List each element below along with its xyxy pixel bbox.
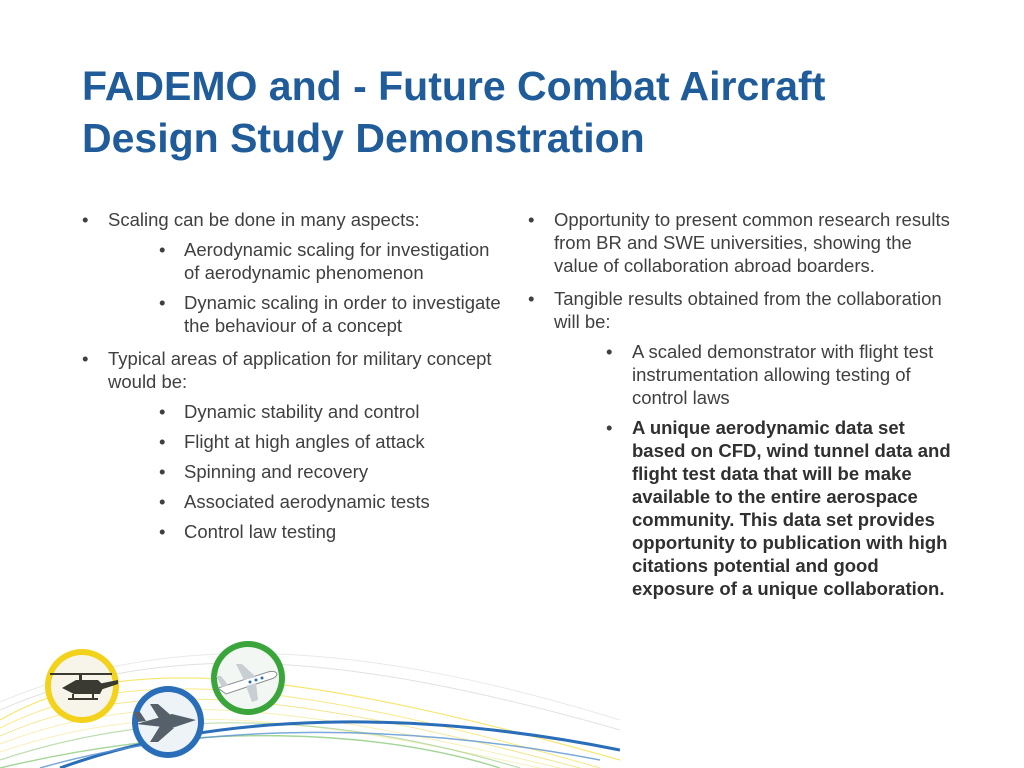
sub-bullet-text: Dynamic stability and control	[184, 401, 420, 422]
sub-bullet-spinning	[108, 460, 502, 483]
bullet-icon: •	[159, 239, 166, 260]
bullet-scaling	[82, 208, 502, 337]
aircraft-decoration	[0, 610, 620, 768]
sub-bullet-control-law	[108, 520, 502, 543]
sub-bullet-aero-tests	[108, 490, 502, 513]
bullet-typical-areas	[82, 347, 502, 543]
sub-bullet-aerodynamic-scaling	[108, 238, 502, 284]
sub-bullet-text: A scaled demonstrator with flight test instrumentation allowing testing of control laws	[632, 341, 934, 408]
bullet-text: Tangible results obtained from the collaboration will be:	[554, 288, 942, 332]
right-column	[528, 208, 953, 610]
bullet-text: Typical areas of application for military concept would be:	[108, 348, 492, 392]
sub-bullet-dynamic-stability	[108, 400, 502, 423]
left-column	[82, 208, 502, 553]
bullet-icon: •	[82, 348, 89, 369]
bullet-icon: •	[159, 401, 166, 422]
bullet-tangible-results	[528, 287, 953, 600]
sub-bullet-text: Control law testing	[184, 521, 337, 542]
bullet-opportunity	[528, 208, 953, 277]
bullet-icon: •	[159, 431, 166, 452]
sub-bullet-text: Associated aerodynamic tests	[184, 491, 430, 512]
bullet-icon: •	[606, 341, 613, 362]
sub-bullet-aero-data-set	[554, 416, 953, 600]
sub-bullet-text: Aerodynamic scaling for investigation of aerodynamic phenomenon	[184, 239, 490, 283]
sub-bullet-text: Flight at high angles of attack	[184, 431, 425, 452]
bullet-text: Opportunity to present common research results from BR and SWE universities, showing the value of collaboration abroad boarders.	[554, 209, 950, 276]
sub-bullet-text: Spinning and recovery	[184, 461, 369, 482]
bullet-icon: •	[159, 491, 166, 512]
bullet-text: Scaling can be done in many aspects:	[108, 209, 420, 230]
bullet-icon: •	[159, 461, 166, 482]
bullet-icon: •	[82, 209, 89, 230]
bullet-icon: •	[528, 288, 535, 309]
sub-bullet-dynamic-scaling	[108, 291, 502, 337]
sub-bullet-text: Dynamic scaling in order to investigate the behaviour of a concept	[184, 292, 501, 336]
airliner-badge	[211, 641, 285, 715]
slide-title-line-1: FADEMO and - Future Combat Aircraft	[82, 63, 826, 109]
helicopter-badge	[45, 649, 119, 723]
bullet-icon: •	[159, 521, 166, 542]
bullet-icon: •	[528, 209, 535, 230]
slide-title-line-2: Design Study Demonstration	[82, 115, 645, 161]
bullet-icon: •	[606, 417, 613, 438]
sub-bullet-scaled-demonstrator	[554, 340, 953, 409]
fighter-jet-badge	[132, 686, 204, 758]
bullet-icon: •	[159, 292, 166, 313]
sub-bullet-high-angles	[108, 430, 502, 453]
sub-bullet-text: A unique aerodynamic data set based on CFD, wind tunnel data and flight test data that will be make available to the entire aerospace community. This data set provides opportunity to publication with high citations potential and good exposure of a unique collaboration.	[632, 417, 951, 599]
slide-title	[82, 60, 962, 164]
